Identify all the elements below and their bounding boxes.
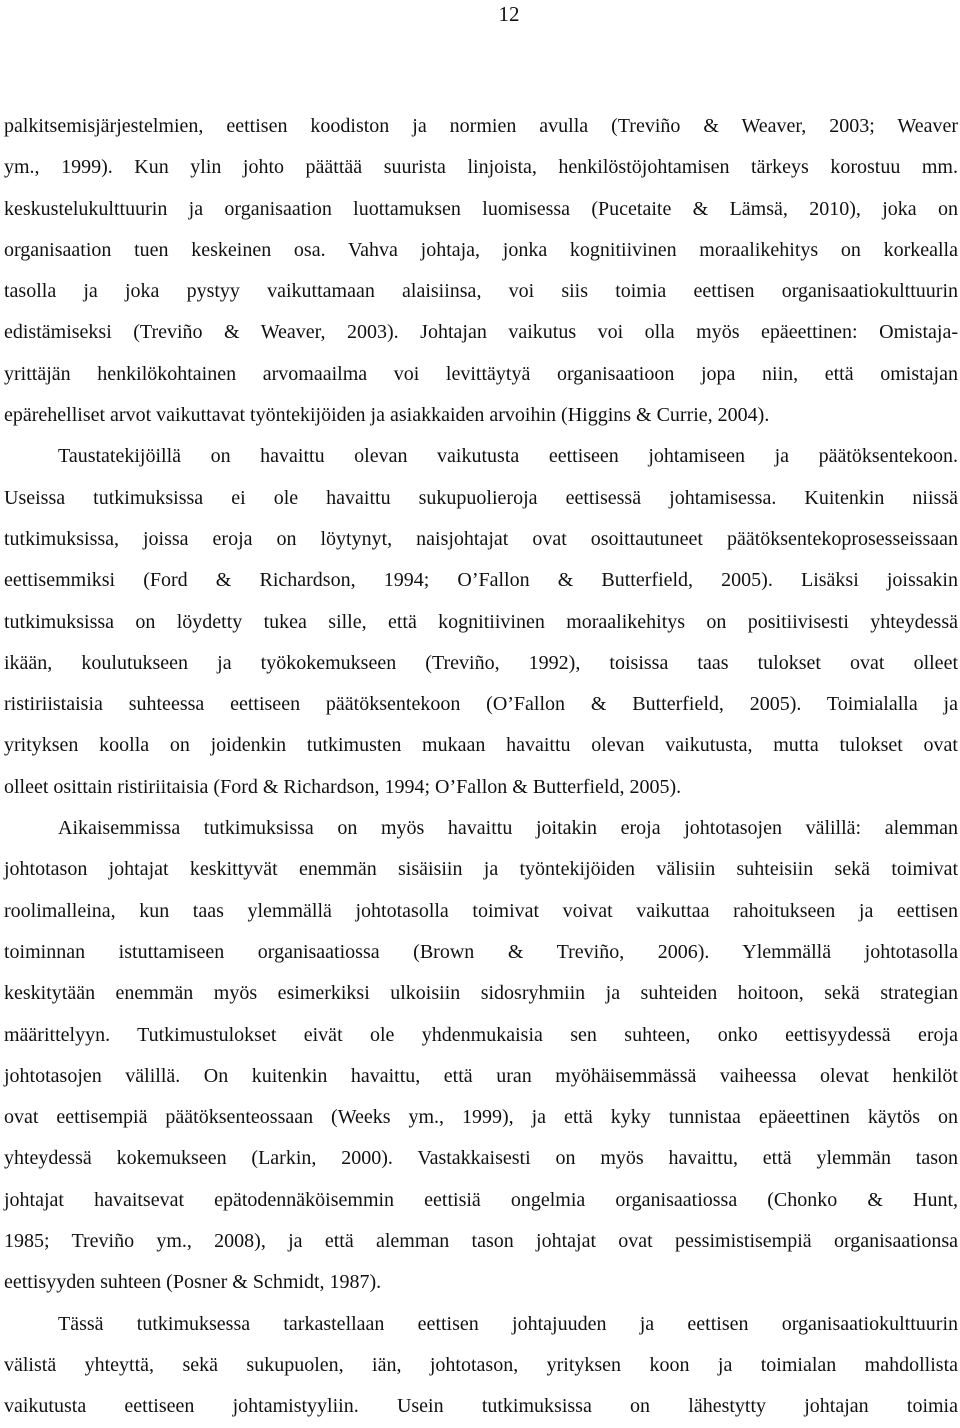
page-number: 12	[498, 2, 520, 26]
body-text	[4, 106, 958, 1428]
text-line: organisaation tuen keskeinen osa. Vahva johtaja, jonka kognitiivinen moraalikehitys on korkealla	[4, 238, 958, 261]
text-line: johtotasojen välillä. On kuitenkin havaittu, että uran myöhäisemmässä vaiheessa olevat henkilöt	[4, 1064, 958, 1087]
text-line: ym., 1999). Kun ylin johto päättää suurista linjoista, henkilöstöjohtamisen tärkeys korostuu mm.	[4, 156, 958, 179]
text-line: Aikaisemmissa tutkimuksissa on myös havaittu joitakin eroja johtotasojen välillä: alemman	[58, 817, 958, 840]
text-line: vaikutusta eettiseen johtamistyyliin. Usein tutkimuksissa on lähestytty johtajan toimia	[4, 1395, 958, 1418]
text-line: eettisemmiksi (Ford & Richardson, 1994; O’Fallon & Butterfield, 2005). Lisäksi joissakin	[4, 569, 958, 592]
text-line: välistä yhteyttä, sekä sukupuolen, iän, johtotason, yrityksen koon ja toimialan mahdollista	[4, 1353, 958, 1376]
text-line: Taustatekijöillä on havaittu olevan vaikutusta eettiseen johtamiseen ja päätöksentekoon.	[58, 445, 958, 468]
text-line: johtajat havaitsevat epätodennäköisemmin eettisiä ongelmia organisaatiossa (Chonko & Hunt,	[4, 1188, 958, 1211]
text-line: Tässä tutkimuksessa tarkastellaan eettisen johtajuuden ja eettisen organisaatiokulttuurin	[58, 1312, 958, 1335]
text-line: 1985; Treviño ym., 2008), ja että alemman tason johtajat ovat pessimistisempiä organisaationsa	[4, 1230, 958, 1253]
text-line: palkitsemisjärjestelmien, eettisen koodiston ja normien avulla (Treviño & Weaver, 2003; Weaver	[4, 115, 958, 137]
text-line: olleet osittain ristiriitaisia (Ford & Richardson, 1994; O’Fallon & Butterfield, 2005).	[4, 775, 682, 798]
text-line: ristiriistaisia suhteessa eettiseen päätöksentekoon (O’Fallon & Butterfield, 2005). Toimialalla ja	[4, 693, 958, 716]
text-line: johtotason johtajat keskittyvät enemmän sisäisiin ja työntekijöiden välisiin suhteisiin sekä toimivat	[4, 858, 958, 881]
text-line: keskitytään enemmän myös esimerkiksi ulkoisiin sidosryhmiin ja suhteiden hoitoon, sekä strategian	[4, 982, 958, 1005]
text-line: yhteydessä kokemukseen (Larkin, 2000). Vastakkaisesti on myös havaittu, että ylemmän tason	[4, 1147, 958, 1170]
text-line: tutkimuksissa, joissa eroja on löytynyt, naisjohtajat ovat osoittautuneet päätöksentekoprosesseissaan	[4, 527, 958, 550]
text-line: edistämiseksi (Treviño & Weaver, 2003). Johtajan vaikutus voi olla myös epäeettinen: Omistaja-	[4, 321, 958, 344]
text-line: tutkimuksissa on löydetty tukea sille, että kognitiivinen moraalikehitys on positiivisesti yhteydessä	[4, 610, 958, 633]
text-line: määrittelyyn. Tutkimustulokset eivät ole yhdenmukaisia sen suhteen, onko eettisyydessä eroja	[4, 1023, 958, 1046]
text-line: keskustelukulttuurin ja organisaation luottamuksen luomisessa (Pucetaite & Lämsä, 2010), joka on	[4, 197, 958, 220]
text-line: roolimalleina, kun taas ylemmällä johtotasolla toimivat voivat vaikuttaa rahoitukseen ja eettisen	[4, 899, 958, 922]
text-line: yrityksen koolla on joidenkin tutkimusten mukaan havaittu olevan vaikutusta, mutta tulokset ovat	[4, 734, 958, 757]
text-line: Useissa tutkimuksissa ei ole havaittu sukupuolieroja eettisessä johtamisessa. Kuitenkin niissä	[4, 486, 958, 509]
text-line: yrittäjän henkilökohtainen arvomaailma voi levittäytyä organisaatioon jopa niin, että omistajan	[4, 362, 958, 385]
text-line: tasolla ja joka pystyy vaikuttamaan alaisiinsa, voi siis toimia eettisen organisaatiokulttuurin	[4, 280, 958, 303]
text-line: ikään, koulutukseen ja työkokemukseen (Treviño, 1992), toisissa taas tulokset ovat olleet	[4, 651, 958, 674]
text-line: eettisyyden suhteen (Posner & Schmidt, 1987).	[4, 1271, 382, 1294]
text-line: epärehelliset arvot vaikuttavat työntekijöiden ja asiakkaiden arvoihin (Higgins & Currie, 2004).	[4, 404, 770, 427]
text-line: ovat eettisempiä päätöksenteossaan (Weeks ym., 1999), ja että kyky tunnistaa epäeettinen käytös on	[4, 1106, 958, 1129]
text-line: toiminnan istuttamiseen organisaatiossa (Brown & Treviño, 2006). Ylemmällä johtotasolla	[4, 940, 958, 963]
